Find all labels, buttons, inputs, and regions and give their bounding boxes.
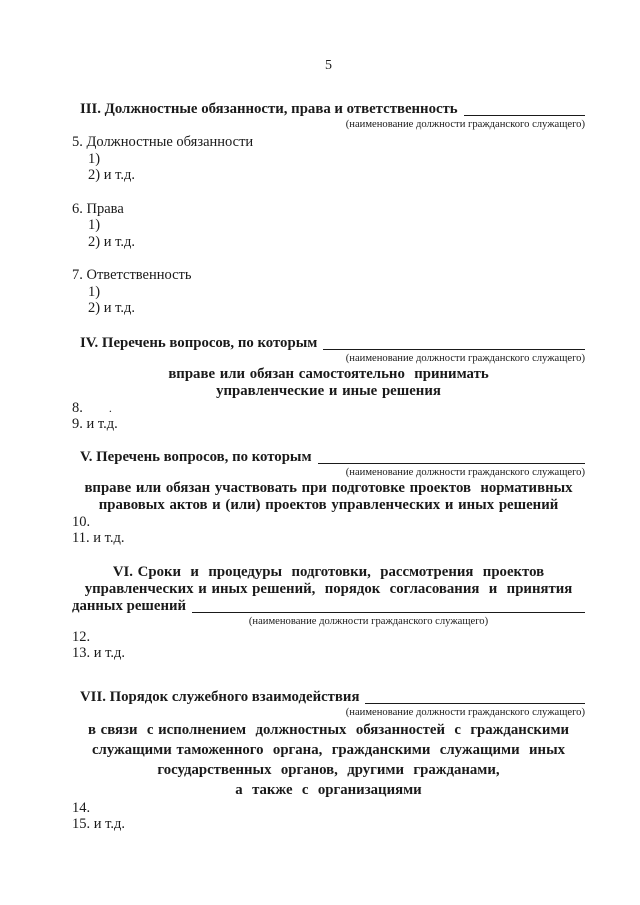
responsibility-group xyxy=(72,267,585,317)
section-vi-heading: управленческих и иных решений, порядок согласования и принятия xyxy=(84,580,573,597)
page-number: 5 xyxy=(325,58,332,73)
section-vii xyxy=(72,689,585,833)
section-iv-subtitle: вправе или обязан самостоятельно принимать xyxy=(168,365,489,382)
section-vi-heading: VI. Сроки и процедуры подготовки, рассмотрения проектов xyxy=(112,563,545,580)
caption-position-name: (наименование должности гражданского служащего) xyxy=(345,352,585,364)
list-subitem: 2) и т.д. xyxy=(88,233,135,250)
caption-position-name: (наименование должности гражданского служащего) xyxy=(345,119,585,130)
duties-group xyxy=(72,134,585,184)
list-subitem: 1) xyxy=(88,150,101,167)
list-item: 15. и т.д. xyxy=(72,816,126,832)
blank-line xyxy=(318,463,585,464)
section-vii-heading: VII. Порядок служебного взаимодействия xyxy=(80,688,360,705)
list-item: 14. xyxy=(72,799,91,816)
section-iii-heading: III. Должностные обязанности, права и ответственность xyxy=(80,101,458,117)
rights-group xyxy=(72,201,585,251)
section-vi-heading-tail: данных решений xyxy=(72,597,187,614)
caption-position-name: (наименование должности гражданского служащего) xyxy=(345,706,585,718)
list-item: 7. Ответственность xyxy=(72,267,192,283)
section-iii xyxy=(72,101,585,317)
blank-line xyxy=(464,115,585,116)
section-v xyxy=(72,449,585,547)
scan-artifact-dot: . xyxy=(108,400,112,415)
section-vii-subtitle: государственных органов, другими гражданами, xyxy=(157,761,500,778)
list-item: 6. Права xyxy=(72,200,124,217)
list-subitem: 2) и т.д. xyxy=(88,300,135,316)
section-vi xyxy=(72,564,585,662)
list-item: 11. и т.д. xyxy=(72,530,125,546)
caption-position-name: (наименование должности гражданского служащего) xyxy=(248,615,489,627)
list-item: 9. и т.д. xyxy=(72,416,118,432)
section-v-subtitle: правовых актов и (или) проектов управленческих и иных решений xyxy=(98,496,559,513)
section-iv-heading: IV. Перечень вопросов, по которым xyxy=(80,334,318,351)
list-item: 12. xyxy=(72,628,91,645)
section-v-heading: V. Перечень вопросов, по которым xyxy=(80,448,312,465)
blank-line xyxy=(365,703,585,704)
list-item: 13. и т.д. xyxy=(72,645,126,661)
list-subitem: 2) и т.д. xyxy=(88,167,135,183)
list-item: 5. Должностные обязанности xyxy=(72,134,254,150)
section-vii-subtitle: служащими таможенного органа, гражданскими служащими иных xyxy=(91,741,566,758)
section-iv-subtitle: управленческие и иные решения xyxy=(216,382,441,399)
section-vii-subtitle: в связи с исполнением должностных обязанностей с гражданскими xyxy=(87,721,570,738)
blank-line xyxy=(192,612,585,613)
section-iv xyxy=(72,335,585,433)
list-item: 8. . xyxy=(72,399,112,416)
list-subitem: 1) xyxy=(88,283,101,300)
list-subitem: 1) xyxy=(88,217,101,233)
list-item: 10. xyxy=(72,513,91,530)
blank-line xyxy=(323,349,585,350)
section-vii-subtitle: а также с организациями xyxy=(235,781,422,798)
caption-position-name: (наименование должности гражданского служащего) xyxy=(345,466,585,478)
section-v-subtitle: вправе или обязан участвовать при подготовке проектов нормативных xyxy=(84,479,573,496)
